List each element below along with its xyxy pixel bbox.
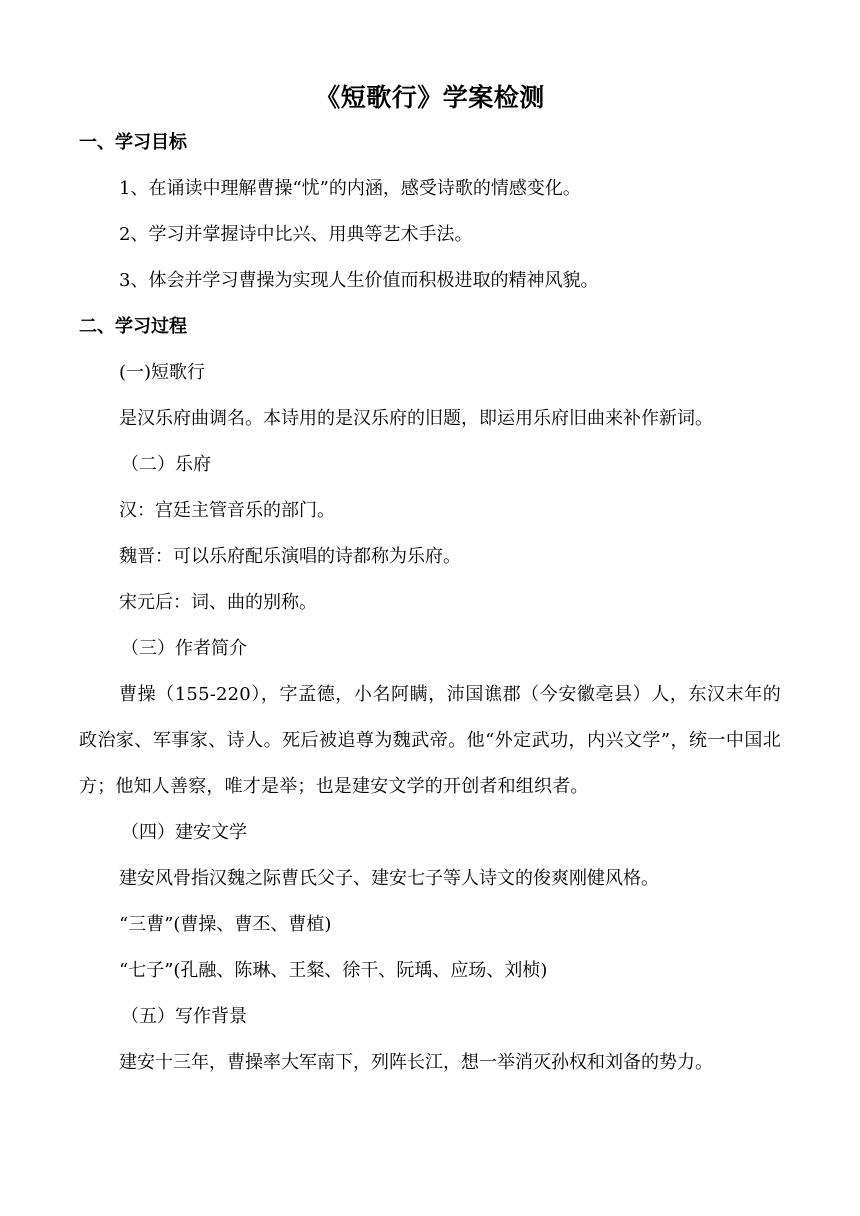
paragraph-line: 建安十三年，曹操率大军南下，列阵长江，想一举消灭孙权和刘备的势力。: [119, 1052, 713, 1073]
goal-item: 1、在诵读中理解曹操“忧”的内涵，感受诗歌的情感变化。: [119, 178, 581, 199]
goal-item: 3、体会并学习曹操为实现人生价值而积极进取的精神风貌。: [119, 270, 599, 291]
paragraph-line: “三曹”(曹操、曹丕、曹植): [119, 914, 332, 935]
subsection-title: （四）建安文学: [121, 822, 247, 843]
paragraph-line: 是汉乐府曲调名。本诗用的是汉乐府的旧题，即运用乐府旧曲来补作新词。: [119, 408, 713, 429]
subsection-title: （五）写作背景: [121, 1006, 247, 1027]
subsection-title: （二）乐府: [121, 454, 211, 475]
document-title: 《短歌行》学案检测: [315, 83, 545, 112]
subsection-title: （三）作者简介: [121, 638, 247, 659]
goal-item: 2、学习并掌握诗中比兴、用典等艺术手法。: [119, 224, 473, 245]
section-heading-learning-goals: 一、学习目标: [79, 132, 187, 153]
paragraph-line: 魏晋：可以乐府配乐演唱的诗都称为乐府。: [119, 546, 461, 567]
paragraph-line: 建安风骨指汉魏之际曹氏父子、建安七子等人诗文的俊爽刚健风格。: [119, 868, 659, 889]
paragraph-line: “七子”(孔融、陈琳、王粲、徐干、阮瑀、应玚、刘桢): [119, 960, 548, 981]
section-heading-learning-process: 二、学习过程: [79, 316, 187, 337]
author-intro-paragraph: 曹操（155-220），字孟德，小名阿瞒，沛国谯郡（今安徽亳县）人，东汉末年的政治家、军事家、诗人。死后被追尊为魏武帝。他“外定武功，内兴文学”，统一中国北方；他知人善察，唯才是举；也是建安文学的开创者和组织者。: [79, 684, 781, 797]
paragraph-line: 汉：宫廷主管音乐的部门。: [119, 500, 335, 521]
subsection-title: (一)短歌行: [119, 362, 206, 383]
paragraph-line: 宋元后：词、曲的别称。: [119, 592, 317, 613]
